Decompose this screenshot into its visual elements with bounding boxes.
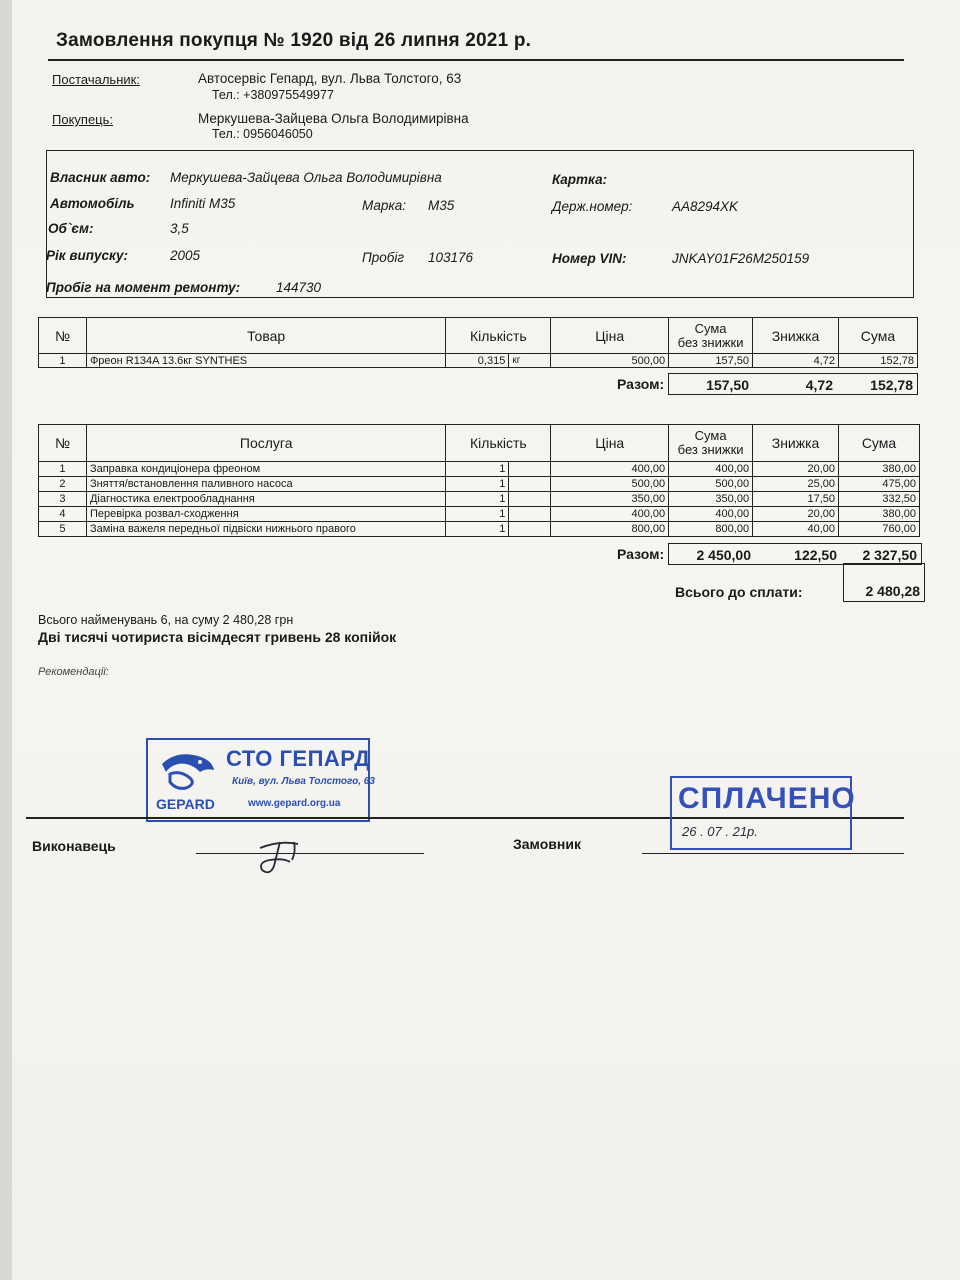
services-cell-unit: [509, 522, 551, 537]
table-row: [39, 354, 918, 368]
year-value: 2005: [170, 248, 201, 263]
services-cell-price: 500,00: [551, 477, 669, 492]
paid-stamp: [670, 776, 856, 850]
stamp-address: Київ, вул. Льва Толстого, 63: [232, 776, 375, 787]
goods-table: [38, 317, 918, 368]
card-label: Картка:: [552, 172, 608, 187]
model-label: Автомобіль: [50, 196, 135, 211]
services-cell-item: Заправка кондиціонера фреоном: [86, 462, 445, 477]
services-cell-unit: [509, 507, 551, 522]
goods-col-sum-nodisc-2: без знижки: [677, 334, 744, 350]
services-col-price: Ціна: [551, 425, 669, 462]
title-underline: [48, 59, 904, 61]
mileage-label: Пробіг: [362, 250, 405, 265]
executor-label: Виконавець: [32, 838, 116, 854]
services-total-nodisc: 2 450,00: [696, 547, 751, 563]
buyer-name: Меркушева-Зайцева Ольга Володимирівна: [198, 111, 469, 126]
grand-total-box: [843, 563, 925, 602]
supplier-name: Автосервіс Гепард, вул. Льва Толстого, 63: [198, 71, 462, 86]
goods-total-box: [668, 373, 918, 395]
goods-total-label: Разом:: [617, 376, 665, 392]
model-value: Infiniti M35: [170, 196, 236, 211]
volume-value: 3,5: [170, 221, 189, 236]
services-total-sum: 2 327,50: [862, 547, 917, 563]
services-cell-qty: 1: [446, 507, 509, 522]
services-cell-no: 5: [39, 522, 87, 537]
goods-cell-qty: 0,315: [446, 354, 509, 368]
goods-total-sum: 152,78: [870, 377, 913, 393]
services-cell-item: Діагностика електрообладнання: [86, 492, 445, 507]
services-cell-qty: 1: [446, 477, 509, 492]
table-row: [39, 462, 920, 477]
services-header-row: [39, 425, 920, 462]
goods-cell-no: 1: [39, 354, 87, 368]
services-col-sum-nodisc-1: Сума: [694, 428, 727, 443]
goods-header-row: [39, 318, 918, 354]
plate-label: Держ.номер:: [552, 199, 633, 214]
services-cell-discount: 17,50: [753, 492, 839, 507]
services-cell-discount: 20,00: [753, 507, 839, 522]
services-total-label: Разом:: [617, 546, 665, 562]
supplier-tel: Тел.: +380975549977: [212, 88, 334, 102]
services-cell-unit: [509, 462, 551, 477]
services-cell-sum: 760,00: [839, 522, 920, 537]
goods-cell-item: Фреон R134A 13.6кг SYNTHES: [86, 354, 445, 368]
customer-label: Замовник: [513, 836, 581, 852]
services-cell-discount: 40,00: [753, 522, 839, 537]
services-col-item: Послуга: [86, 425, 445, 462]
volume-label: Об`єм:: [48, 221, 94, 236]
owner-label: Власник авто:: [50, 170, 151, 185]
goods-cell-price: 500,00: [551, 354, 669, 368]
services-cell-item: Перевірка розвал-сходження: [86, 507, 445, 522]
owner-value: Меркушева-Зайцева Ольга Володимирівна: [170, 170, 442, 185]
summary-words: Дві тисячі чотириста вісімдесят гривень 28 копійок: [38, 629, 397, 645]
services-cell-sum-nodisc: 500,00: [669, 477, 753, 492]
stamp-brand: GEPARD: [156, 796, 215, 812]
goods-col-sum-nodisc: [669, 318, 753, 354]
services-cell-no: 4: [39, 507, 87, 522]
services-cell-no: 3: [39, 492, 87, 507]
goods-col-qty: Кількість: [446, 318, 551, 354]
services-cell-qty: 1: [446, 492, 509, 507]
goods-total-nodisc: 157,50: [706, 377, 749, 393]
brand-label: Марка:: [362, 198, 407, 213]
paid-stamp-date: 26 . 07 . 21р.: [682, 824, 758, 839]
mileage-value: 103176: [428, 250, 474, 265]
goods-col-price: Ціна: [551, 318, 669, 354]
supplier-label: Постачальник:: [52, 72, 140, 87]
services-col-qty: Кількість: [446, 425, 551, 462]
vin-value: JNKAY01F26M250159: [672, 251, 810, 266]
goods-col-no: №: [39, 318, 87, 354]
plate-value: AA8294XK: [672, 199, 739, 214]
services-col-sum-nodisc-2: без знижки: [677, 442, 744, 457]
services-cell-sum-nodisc: 350,00: [669, 492, 753, 507]
grand-total-value: 2 480,28: [865, 583, 920, 599]
company-stamp: [146, 738, 375, 822]
paid-stamp-word: СПЛАЧЕНО: [678, 782, 856, 815]
goods-cell-discount: 4,72: [753, 354, 839, 368]
services-cell-price: 350,00: [551, 492, 669, 507]
stamp-site: www.gepard.org.ua: [248, 798, 341, 809]
brand-value: M35: [428, 198, 455, 213]
services-cell-sum-nodisc: 400,00: [669, 507, 753, 522]
services-cell-sum-nodisc: 400,00: [669, 462, 753, 477]
goods-col-discount: Знижка: [753, 318, 839, 354]
repair-mileage-value: 144730: [276, 280, 322, 295]
services-col-discount: Знижка: [753, 425, 839, 462]
services-cell-discount: 20,00: [753, 462, 839, 477]
cheetah-logo-icon: [156, 748, 218, 794]
table-row: [39, 507, 920, 522]
document-title: Замовлення покупця № 1920 від 26 липня 2021 р.: [56, 30, 532, 51]
table-row: [39, 522, 920, 537]
vin-label: Номер VIN:: [552, 251, 627, 266]
repair-mileage-label: Пробіг на момент ремонту:: [46, 280, 241, 295]
goods-total-discount: 4,72: [805, 377, 833, 393]
goods-cell-unit: кг: [509, 354, 551, 368]
executor-signature: [250, 830, 320, 880]
goods-cell-sum: 152,78: [838, 354, 917, 368]
services-cell-item: Зняття/встановлення паливного насоса: [86, 477, 445, 492]
services-total-discount: 122,50: [794, 547, 837, 563]
services-cell-unit: [509, 477, 551, 492]
services-cell-qty: 1: [446, 522, 509, 537]
services-col-no: №: [39, 425, 87, 462]
services-cell-sum: 332,50: [839, 492, 920, 507]
services-cell-sum: 380,00: [839, 462, 920, 477]
services-cell-no: 2: [39, 477, 87, 492]
services-cell-qty: 1: [446, 462, 509, 477]
services-cell-sum: 475,00: [839, 477, 920, 492]
year-label: Рік випуску:: [46, 248, 129, 263]
services-cell-unit: [509, 492, 551, 507]
services-cell-sum-nodisc: 800,00: [669, 522, 753, 537]
buyer-label: Покупець:: [52, 112, 114, 127]
services-col-sum: Сума: [839, 425, 920, 462]
goods-col-sum: Сума: [838, 318, 917, 354]
grand-total-label: Всього до сплати:: [675, 584, 803, 600]
table-row: [39, 492, 920, 507]
services-cell-discount: 25,00: [753, 477, 839, 492]
services-col-sum-nodisc: [669, 425, 753, 462]
services-table: [38, 424, 920, 537]
stamp-company-name: СТО ГЕПАРД: [226, 746, 371, 771]
services-cell-price: 400,00: [551, 462, 669, 477]
goods-col-item: Товар: [86, 318, 445, 354]
summary-line: Всього найменувань 6, на суму 2 480,28 грн: [38, 613, 294, 627]
goods-cell-sum-nodisc: 157,50: [669, 354, 753, 368]
services-cell-item: Заміна важеля передньої підвіски нижнього правого: [86, 522, 445, 537]
buyer-tel: Тел.: 0956046050: [212, 127, 313, 141]
services-cell-price: 400,00: [551, 507, 669, 522]
services-cell-price: 800,00: [551, 522, 669, 537]
services-cell-no: 1: [39, 462, 87, 477]
services-cell-sum: 380,00: [839, 507, 920, 522]
table-row: [39, 477, 920, 492]
services-total-box: [668, 543, 922, 565]
customer-signature-line: [642, 853, 904, 854]
goods-col-sum-nodisc-1: Сума: [694, 320, 727, 336]
recommendations-label: Рекомендації:: [38, 666, 109, 678]
